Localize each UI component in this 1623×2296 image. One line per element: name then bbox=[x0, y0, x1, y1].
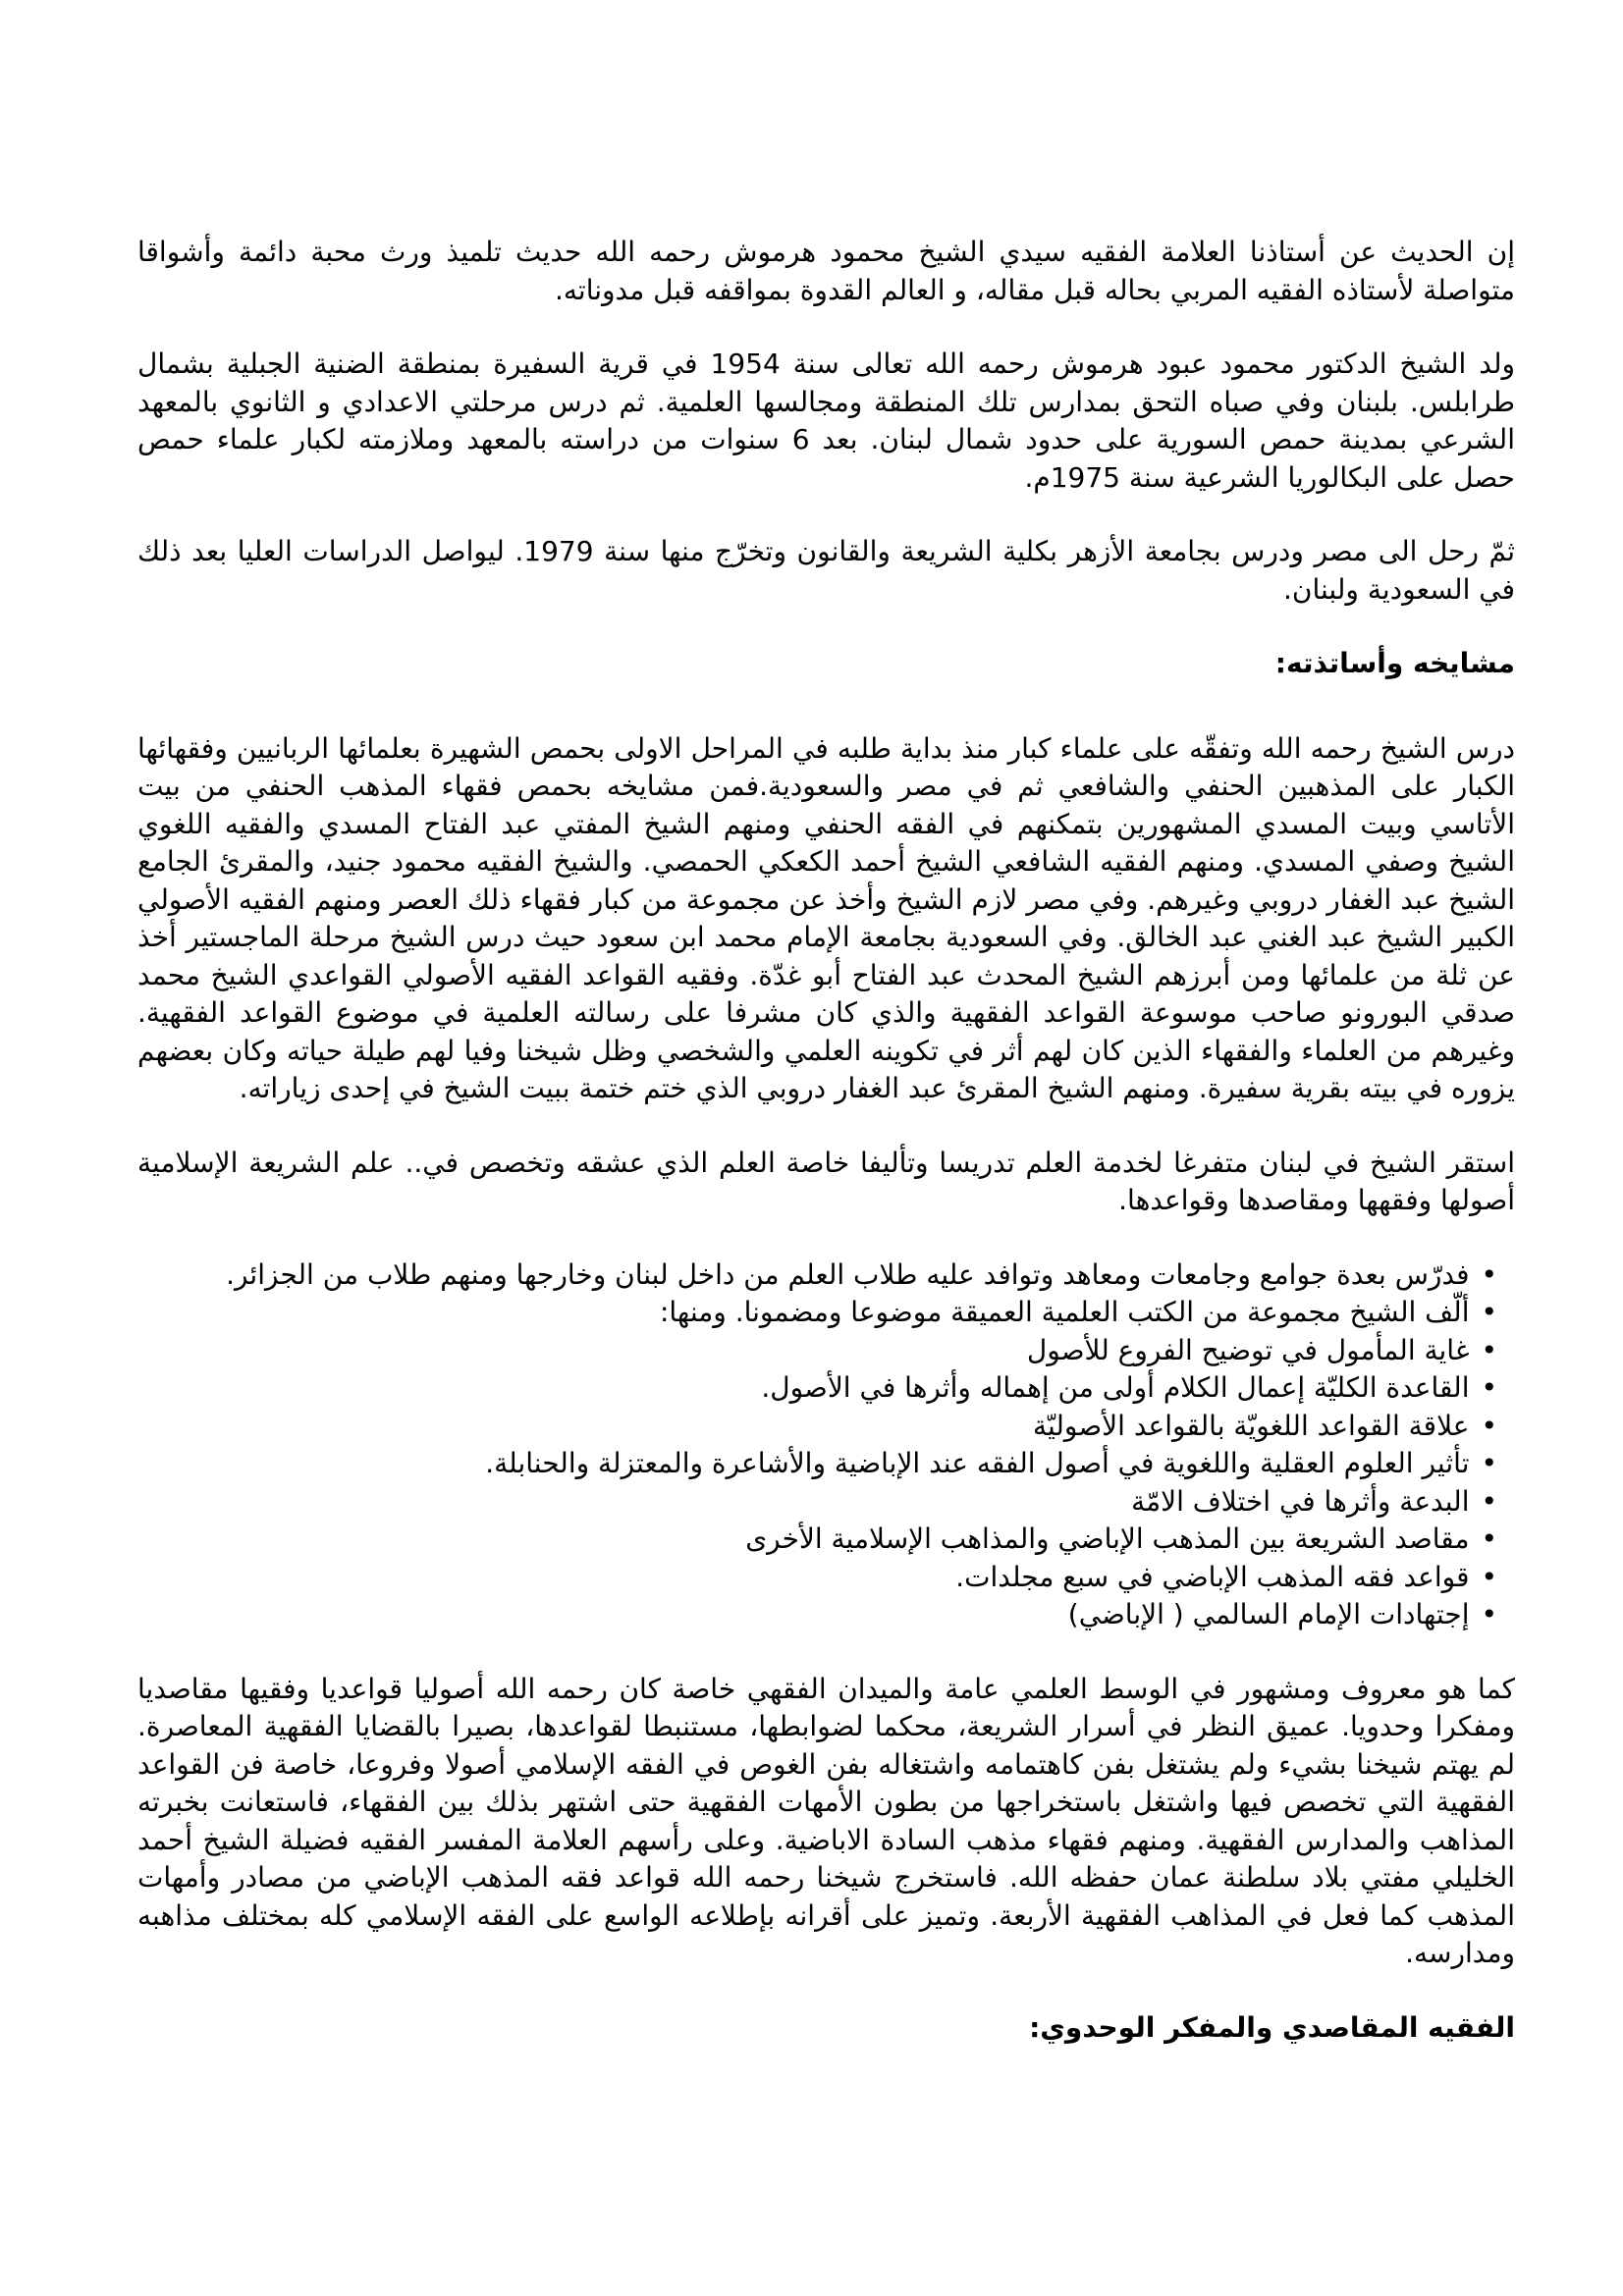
paragraph-intro: إن الحديث عن أستاذنا العلامة الفقيه سيدي الشيخ محمود هرموش رحمه الله حديث تلميذ ورث محبة دائمة وأشواقا متواصلة لأستاذه الفقيه المربي بحاله قبل مقاله، و العالم القدوة بمواقفه قبل مدوناته. bbox=[137, 236, 1515, 306]
list-item-book-ghayat-almamul: • غاية المأمول في توضيح الفروع للأصول bbox=[137, 1332, 1497, 1370]
list-item-book-ibadi-rules: • قواعد فقه المذهب الإباضي في سبع مجلدات. bbox=[137, 1559, 1497, 1597]
paragraph-teachers: درس الشيخ رحمه الله وتفقّه على علماء كبار منذ بداية طلبه في المراحل الاولى بحمص الشهيرة بعلمائها الربانيين وفقهائها الكبار على المذهبين الحنفي والشافعي ثم في مصر والسعودية.فمن مشايخه بحمص فقهاء المذهب الحنفي من بيت الأتاسي وبيت المسدي المشهورين بتمكنهم في الفقه الحنفي ومنهم الشيخ المفتي عبد الفتاح المسدي والفقيه اللغوي الشيخ وصفي المسدي. ومنهم الفقيه الشافعي الشيخ أحمد الكعكي الحمصي. والشيخ الفقيه محمود جنيد، والمقرئ الجامع الشيخ عبد الغفار دروبي وغيرهم. وفي مصر لازم الشيخ وأخذ عن مجموعة من كبار فقهاء ذلك العصر ومنهم الفقيه الأصولي الكبير الشيخ عبد الغني عبد الخالق. وفي السعودية بجامعة الإمام محمد ابن سعود حيث درس الشيخ مرحلة الماجستير أخذ عن ثلة من علمائها ومن أبرزهم الشيخ المحدث عبد الفتاح أبو غدّة. وفقيه القواعد الفقيه الأصولي القواعدي الشيخ محمد صدقي البورونو صاحب موسوعة القواعد الفقهية والذي كان مشرفا على رسالته العلمية في موضوع القواعد الفقهية. وغيرهم من العلماء والفقهاء الذين كان لهم أثر في تكوينه العلمي والشخصي وظل شيخنا وفيا لهم طيلة حياته وكان بعضهم يزوره في بيته بقرية سفيرة. ومنهم الشيخ المقرئ عبد الغفار دروبي الذي ختم ختمة ببيت الشيخ في إحدى زياراته. bbox=[137, 731, 1515, 1104]
list-item-book-salimi-ijtihad: • إجتهادات الإمام السالمي ( الإباضي) bbox=[137, 1596, 1497, 1634]
list-item-book-linguistic-rules: • علاقة القواعد اللغويّة بالقواعد الأصوليّة bbox=[137, 1408, 1497, 1446]
paragraph-birth-education: ولد الشيخ الدكتور محمود عبود هرموش رحمه الله تعالى سنة 1954 في قرية السفيرة بمنطقة الضنية الجبلية بشمال طرابلس. بلبنان وفي صباه التحق بمدارس تلك المنطقة ومجالسها العلمية. ثم درس مرحلتي الاعدادي و الثانوي بالمعهد الشرعي بمدينة حمص السورية على حدود شمال لبنان. بعد 6 سنوات من دراسته بالمعهد وملازمته لكبار علماء حمص حصل على البكالوريا الشرعية سنة 1975م. bbox=[137, 347, 1515, 494]
paragraph-settled-lebanon: استقر الشيخ في لبنان متفرغا لخدمة العلم تدريسا وتأليفا خاصة العلم الذي عشقه وتخصص في.. علم الشريعة الإسلامية أصولها وفقهها ومقاصدها وقواعدها. bbox=[137, 1146, 1515, 1216]
list-item-book-maqasid-sharia: • مقاصد الشريعة بين المذهب الإباضي والمذاهب الإسلامية الأخرى bbox=[137, 1521, 1497, 1559]
list-item-book-qaida-kulliya: • القاعدة الكليّة إعمال الكلام أولى من إهماله وأثرها في الأصول. bbox=[137, 1369, 1497, 1408]
list-item-authored: • ألّف الشيخ مجموعة من الكتب العلمية العميقة موضوعا ومضمونا. ومنها: bbox=[137, 1294, 1497, 1332]
heading-maqasidi-thinker: الفقيه المقاصدي والمفكر الوحدوي: bbox=[1029, 2010, 1515, 2044]
paragraph-azhar-studies: ثمّ رحل الى مصر ودرس بجامعة الأزهر بكلية الشريعة والقانون وتخرّج منها سنة 1979. ليواصل الدراسات العليا بعد ذلك في السعودية ولبنان. bbox=[137, 535, 1515, 606]
heading-teachers: مشايخه وأساتذته: bbox=[1274, 647, 1515, 679]
list-item-taught: • فدرّس بعدة جوامع وجامعات ومعاهد وتوافد عليه طلاب العلم من داخل لبنان وخارجها ومنهم طلاب من الجزائر. bbox=[137, 1256, 1497, 1295]
books-list bbox=[137, 1256, 1515, 1634]
list-item-book-rational-sciences: • تأثير العلوم العقلية واللغوية في أصول الفقه عند الإباضية والأشاعرة والمعتزلة والحنابلة. bbox=[137, 1445, 1497, 1483]
list-item-book-bida: • البدعة وأثرها في اختلاف الامّة bbox=[137, 1483, 1497, 1522]
paragraph-legacy: كما هو معروف ومشهور في الوسط العلمي عامة والميدان الفقهي خاصة كان رحمه الله أصوليا قواعديا وفقيها مقاصديا ومفكرا وحدويا. عميق النظر في أسرار الشريعة، محكما لضوابطها، مستنبطا لقواعدها، بصيرا بالقضايا الفقهية المعاصرة. لم يهتم شيخنا بشيء ولم يشتغل بفن كاهتمامه واشتغاله بفن الغوص في الفقه الإسلامي أصولا وفروعا، خاصة فن القواعد الفقهية التي تخصص فيها واشتغل باستخراجها من بطون الأمهات الفقهية حتى اشتهر بذلك بين الفقهاء، فاستعانت بخبرته المذاهب والمدارس الفقهية. ومنهم فقهاء مذهب السادة الاباضية. وعلى رأسهم العلامة المفسر الفقيه فضيلة الشيخ أحمد الخليلي مفتي بلاد سلطنة عمان حفظه الله. فاستخرج شيخنا رحمه الله قواعد فقه المذهب الإباضي من مصادر وأمهات المذهب كما فعل في المذاهب الفقهية الأربعة. وتميز على أقرانه بإطلاعه الواسع على الفقه الإسلامي كله بمختلف مذاهبه ومدارسه. bbox=[137, 1672, 1515, 1969]
